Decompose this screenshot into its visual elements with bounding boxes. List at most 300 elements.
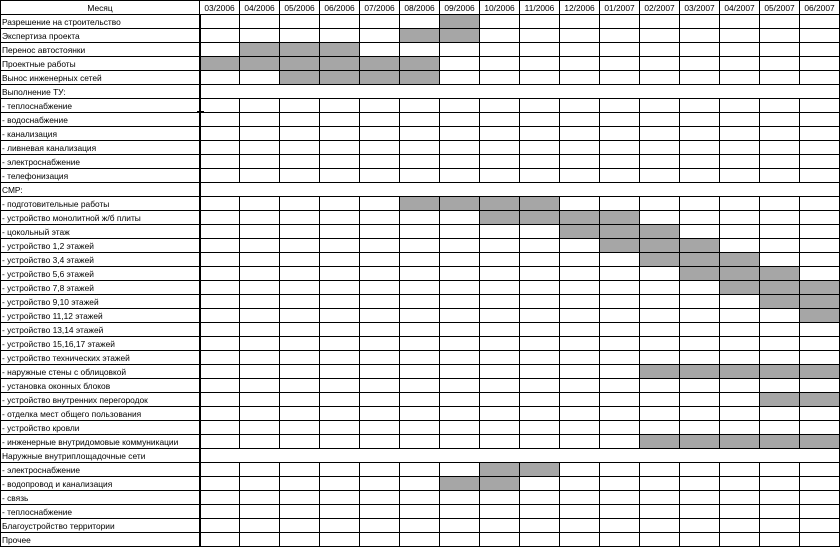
task-label[interactable]: - устройство 5,6 этажей bbox=[1, 267, 200, 281]
task-label[interactable]: Разрешение на строительство bbox=[1, 15, 200, 29]
schedule-cell-filled[interactable] bbox=[760, 281, 800, 295]
schedule-cell[interactable] bbox=[440, 407, 480, 421]
schedule-cell-filled[interactable] bbox=[520, 197, 560, 211]
schedule-cell[interactable] bbox=[400, 407, 440, 421]
schedule-cell[interactable] bbox=[680, 491, 720, 505]
schedule-cell[interactable] bbox=[280, 477, 320, 491]
schedule-cell[interactable] bbox=[200, 99, 240, 113]
schedule-cell[interactable] bbox=[560, 295, 600, 309]
task-label[interactable]: Экспертиза проекта bbox=[1, 29, 200, 43]
schedule-cell[interactable] bbox=[560, 435, 600, 449]
schedule-cell[interactable] bbox=[800, 225, 840, 239]
schedule-cell[interactable] bbox=[720, 197, 760, 211]
month-header-15[interactable]: 06/2007 bbox=[800, 1, 840, 15]
schedule-cell-filled[interactable] bbox=[360, 57, 400, 71]
schedule-cell-filled[interactable] bbox=[560, 225, 600, 239]
schedule-cell-filled[interactable] bbox=[440, 477, 480, 491]
schedule-cell[interactable] bbox=[800, 519, 840, 533]
schedule-cell[interactable] bbox=[600, 379, 640, 393]
schedule-cell-filled[interactable] bbox=[680, 267, 720, 281]
schedule-cell[interactable] bbox=[480, 29, 520, 43]
month-header-3[interactable]: 06/2006 bbox=[320, 1, 360, 15]
schedule-cell-filled[interactable] bbox=[640, 225, 680, 239]
schedule-cell[interactable] bbox=[440, 505, 480, 519]
schedule-cell[interactable] bbox=[240, 141, 280, 155]
schedule-cell-filled[interactable] bbox=[400, 29, 440, 43]
schedule-cell[interactable] bbox=[680, 421, 720, 435]
schedule-cell[interactable] bbox=[520, 141, 560, 155]
task-label[interactable]: - электроснабжение bbox=[1, 463, 200, 477]
schedule-cell[interactable] bbox=[680, 393, 720, 407]
schedule-cell[interactable] bbox=[600, 29, 640, 43]
schedule-cell[interactable] bbox=[680, 15, 720, 29]
schedule-cell[interactable] bbox=[480, 267, 520, 281]
schedule-cell[interactable] bbox=[560, 57, 600, 71]
schedule-cell[interactable] bbox=[480, 435, 520, 449]
schedule-cell[interactable] bbox=[720, 379, 760, 393]
schedule-cell[interactable] bbox=[400, 491, 440, 505]
schedule-cell[interactable] bbox=[640, 337, 680, 351]
schedule-cell[interactable] bbox=[640, 169, 680, 183]
schedule-cell[interactable] bbox=[520, 267, 560, 281]
schedule-cell[interactable] bbox=[440, 533, 480, 547]
schedule-cell[interactable] bbox=[440, 295, 480, 309]
schedule-cell[interactable] bbox=[760, 379, 800, 393]
schedule-cell[interactable] bbox=[280, 225, 320, 239]
schedule-cell-filled[interactable] bbox=[760, 393, 800, 407]
schedule-cell[interactable] bbox=[680, 407, 720, 421]
schedule-cell[interactable] bbox=[800, 127, 840, 141]
schedule-cell[interactable] bbox=[640, 57, 680, 71]
schedule-cell-filled[interactable] bbox=[720, 253, 760, 267]
schedule-cell[interactable] bbox=[240, 351, 280, 365]
schedule-cell[interactable] bbox=[240, 211, 280, 225]
task-label[interactable]: - водоснабжение bbox=[1, 113, 200, 127]
schedule-cell[interactable] bbox=[560, 379, 600, 393]
schedule-cell[interactable] bbox=[520, 169, 560, 183]
schedule-cell[interactable] bbox=[520, 71, 560, 85]
schedule-cell[interactable] bbox=[320, 435, 360, 449]
schedule-cell[interactable] bbox=[560, 239, 600, 253]
schedule-cell[interactable] bbox=[800, 43, 840, 57]
task-label[interactable]: - устройство 9,10 этажей bbox=[1, 295, 200, 309]
schedule-cell-filled[interactable] bbox=[800, 393, 840, 407]
schedule-cell[interactable] bbox=[560, 99, 600, 113]
schedule-cell[interactable] bbox=[360, 99, 400, 113]
schedule-cell[interactable] bbox=[440, 239, 480, 253]
schedule-cell[interactable] bbox=[520, 29, 560, 43]
schedule-cell[interactable] bbox=[600, 295, 640, 309]
schedule-cell-filled[interactable] bbox=[480, 197, 520, 211]
schedule-cell[interactable] bbox=[800, 351, 840, 365]
schedule-cell[interactable] bbox=[600, 43, 640, 57]
schedule-cell[interactable] bbox=[800, 211, 840, 225]
schedule-cell-filled[interactable] bbox=[480, 211, 520, 225]
schedule-cell-filled[interactable] bbox=[600, 225, 640, 239]
schedule-cell[interactable] bbox=[240, 281, 280, 295]
schedule-cell[interactable] bbox=[520, 351, 560, 365]
schedule-cell-filled[interactable] bbox=[640, 365, 680, 379]
schedule-cell[interactable] bbox=[240, 71, 280, 85]
schedule-cell-filled[interactable] bbox=[440, 29, 480, 43]
schedule-cell[interactable] bbox=[200, 309, 240, 323]
schedule-cell[interactable] bbox=[200, 225, 240, 239]
schedule-cell[interactable] bbox=[760, 113, 800, 127]
schedule-cell[interactable] bbox=[200, 323, 240, 337]
schedule-cell[interactable] bbox=[200, 71, 240, 85]
schedule-cell[interactable] bbox=[240, 309, 280, 323]
schedule-cell[interactable] bbox=[400, 239, 440, 253]
schedule-cell[interactable] bbox=[720, 155, 760, 169]
schedule-cell[interactable] bbox=[360, 519, 400, 533]
schedule-cell[interactable] bbox=[200, 407, 240, 421]
schedule-cell[interactable] bbox=[360, 239, 400, 253]
schedule-cell[interactable] bbox=[720, 29, 760, 43]
schedule-cell[interactable] bbox=[240, 267, 280, 281]
schedule-cell-filled[interactable] bbox=[800, 365, 840, 379]
schedule-cell[interactable] bbox=[640, 15, 680, 29]
schedule-cell[interactable] bbox=[720, 169, 760, 183]
schedule-cell[interactable] bbox=[280, 211, 320, 225]
schedule-cell[interactable] bbox=[720, 505, 760, 519]
schedule-cell[interactable] bbox=[520, 127, 560, 141]
schedule-cell[interactable] bbox=[520, 309, 560, 323]
schedule-cell[interactable] bbox=[640, 421, 680, 435]
schedule-cell-filled[interactable] bbox=[800, 295, 840, 309]
schedule-cell-filled[interactable] bbox=[760, 365, 800, 379]
schedule-cell[interactable] bbox=[240, 435, 280, 449]
schedule-cell[interactable] bbox=[360, 225, 400, 239]
schedule-cell[interactable] bbox=[480, 169, 520, 183]
schedule-cell[interactable] bbox=[760, 127, 800, 141]
schedule-cell[interactable] bbox=[400, 435, 440, 449]
schedule-cell[interactable] bbox=[640, 379, 680, 393]
schedule-cell[interactable] bbox=[240, 463, 280, 477]
schedule-cell[interactable] bbox=[240, 15, 280, 29]
schedule-cell[interactable] bbox=[240, 239, 280, 253]
schedule-cell[interactable] bbox=[440, 309, 480, 323]
schedule-cell[interactable] bbox=[400, 253, 440, 267]
schedule-cell[interactable] bbox=[200, 197, 240, 211]
schedule-cell[interactable] bbox=[760, 43, 800, 57]
schedule-cell[interactable] bbox=[360, 309, 400, 323]
schedule-cell[interactable] bbox=[680, 477, 720, 491]
schedule-cell[interactable] bbox=[200, 421, 240, 435]
schedule-cell[interactable] bbox=[680, 113, 720, 127]
schedule-cell[interactable] bbox=[200, 519, 240, 533]
schedule-cell[interactable] bbox=[760, 491, 800, 505]
schedule-cell[interactable] bbox=[240, 127, 280, 141]
schedule-cell[interactable] bbox=[640, 99, 680, 113]
schedule-cell[interactable] bbox=[360, 253, 400, 267]
schedule-cell[interactable] bbox=[640, 267, 680, 281]
task-label[interactable]: - устройство внутренних перегородок bbox=[1, 393, 200, 407]
schedule-cell[interactable] bbox=[720, 407, 760, 421]
schedule-cell[interactable] bbox=[440, 141, 480, 155]
schedule-cell[interactable] bbox=[560, 393, 600, 407]
schedule-cell[interactable] bbox=[440, 211, 480, 225]
schedule-cell[interactable] bbox=[320, 379, 360, 393]
schedule-cell[interactable] bbox=[760, 309, 800, 323]
schedule-cell[interactable] bbox=[240, 393, 280, 407]
schedule-cell[interactable] bbox=[560, 519, 600, 533]
task-label[interactable]: - устройство 13,14 этажей bbox=[1, 323, 200, 337]
schedule-cell[interactable] bbox=[800, 113, 840, 127]
schedule-cell[interactable] bbox=[280, 113, 320, 127]
schedule-cell[interactable] bbox=[640, 407, 680, 421]
schedule-cell[interactable] bbox=[760, 519, 800, 533]
schedule-cell[interactable] bbox=[400, 267, 440, 281]
schedule-cell[interactable] bbox=[240, 407, 280, 421]
schedule-cell[interactable] bbox=[560, 71, 600, 85]
schedule-cell[interactable] bbox=[360, 211, 400, 225]
schedule-cell[interactable] bbox=[760, 99, 800, 113]
schedule-cell[interactable] bbox=[560, 463, 600, 477]
schedule-cell[interactable] bbox=[520, 253, 560, 267]
schedule-cell[interactable] bbox=[680, 211, 720, 225]
task-label[interactable]: - теплоснабжение bbox=[1, 99, 200, 113]
schedule-cell[interactable] bbox=[320, 365, 360, 379]
schedule-cell[interactable] bbox=[200, 15, 240, 29]
schedule-cell[interactable] bbox=[720, 295, 760, 309]
schedule-cell[interactable] bbox=[760, 225, 800, 239]
task-label[interactable]: - устройство 3,4 этажей bbox=[1, 253, 200, 267]
schedule-cell[interactable] bbox=[640, 519, 680, 533]
schedule-cell[interactable] bbox=[560, 337, 600, 351]
schedule-cell[interactable] bbox=[360, 463, 400, 477]
schedule-cell[interactable] bbox=[640, 463, 680, 477]
schedule-cell[interactable] bbox=[760, 505, 800, 519]
schedule-cell[interactable] bbox=[800, 379, 840, 393]
schedule-cell[interactable] bbox=[640, 197, 680, 211]
schedule-cell[interactable] bbox=[400, 169, 440, 183]
section-label[interactable]: Наружные внутриплощадочные сети bbox=[1, 449, 200, 463]
schedule-cell[interactable] bbox=[320, 491, 360, 505]
schedule-cell[interactable] bbox=[240, 225, 280, 239]
schedule-cell[interactable] bbox=[760, 211, 800, 225]
schedule-cell[interactable] bbox=[680, 225, 720, 239]
schedule-cell-filled[interactable] bbox=[640, 435, 680, 449]
schedule-cell[interactable] bbox=[760, 253, 800, 267]
schedule-cell[interactable] bbox=[280, 407, 320, 421]
schedule-cell[interactable] bbox=[680, 533, 720, 547]
schedule-cell-filled[interactable] bbox=[400, 71, 440, 85]
schedule-cell[interactable] bbox=[600, 337, 640, 351]
schedule-cell[interactable] bbox=[520, 323, 560, 337]
task-label[interactable]: - отделка мест общего пользования bbox=[1, 407, 200, 421]
schedule-cell[interactable] bbox=[680, 379, 720, 393]
schedule-cell[interactable] bbox=[680, 99, 720, 113]
section-merged-cell[interactable] bbox=[200, 449, 840, 463]
task-label[interactable]: - устройство 7,8 этажей bbox=[1, 281, 200, 295]
schedule-cell[interactable] bbox=[760, 337, 800, 351]
schedule-cell[interactable] bbox=[760, 533, 800, 547]
schedule-cell[interactable] bbox=[360, 421, 400, 435]
schedule-cell[interactable] bbox=[480, 225, 520, 239]
section-merged-cell[interactable] bbox=[200, 183, 840, 197]
schedule-cell[interactable] bbox=[680, 29, 720, 43]
month-header-1[interactable]: 04/2006 bbox=[240, 1, 280, 15]
schedule-cell[interactable] bbox=[520, 477, 560, 491]
schedule-cell[interactable] bbox=[240, 505, 280, 519]
schedule-cell[interactable] bbox=[280, 393, 320, 407]
schedule-cell[interactable] bbox=[720, 477, 760, 491]
schedule-cell[interactable] bbox=[320, 253, 360, 267]
schedule-cell[interactable] bbox=[440, 491, 480, 505]
task-label[interactable]: Перенос автостоянки bbox=[1, 43, 200, 57]
schedule-cell[interactable] bbox=[680, 197, 720, 211]
schedule-cell[interactable] bbox=[800, 15, 840, 29]
schedule-cell[interactable] bbox=[680, 281, 720, 295]
schedule-cell[interactable] bbox=[600, 407, 640, 421]
schedule-cell[interactable] bbox=[480, 323, 520, 337]
schedule-cell[interactable] bbox=[640, 43, 680, 57]
schedule-cell[interactable] bbox=[400, 393, 440, 407]
schedule-cell[interactable] bbox=[520, 505, 560, 519]
schedule-cell[interactable] bbox=[240, 491, 280, 505]
schedule-cell[interactable] bbox=[760, 477, 800, 491]
month-header-2[interactable]: 05/2006 bbox=[280, 1, 320, 15]
schedule-cell[interactable] bbox=[400, 281, 440, 295]
schedule-cell-filled[interactable] bbox=[680, 253, 720, 267]
schedule-cell[interactable] bbox=[520, 365, 560, 379]
schedule-cell[interactable] bbox=[440, 71, 480, 85]
schedule-cell[interactable] bbox=[360, 141, 400, 155]
schedule-cell[interactable] bbox=[280, 309, 320, 323]
schedule-cell[interactable] bbox=[760, 351, 800, 365]
schedule-cell[interactable] bbox=[400, 477, 440, 491]
schedule-cell[interactable] bbox=[720, 211, 760, 225]
schedule-cell[interactable] bbox=[520, 155, 560, 169]
month-header-5[interactable]: 08/2006 bbox=[400, 1, 440, 15]
schedule-cell-filled[interactable] bbox=[400, 57, 440, 71]
schedule-cell[interactable] bbox=[800, 57, 840, 71]
schedule-cell[interactable] bbox=[560, 477, 600, 491]
schedule-cell-filled[interactable] bbox=[440, 197, 480, 211]
schedule-cell[interactable] bbox=[640, 113, 680, 127]
month-header-6[interactable]: 09/2006 bbox=[440, 1, 480, 15]
schedule-cell[interactable] bbox=[280, 281, 320, 295]
schedule-cell[interactable] bbox=[320, 239, 360, 253]
schedule-cell[interactable] bbox=[560, 491, 600, 505]
schedule-cell[interactable] bbox=[720, 393, 760, 407]
schedule-cell[interactable] bbox=[480, 43, 520, 57]
schedule-cell[interactable] bbox=[600, 113, 640, 127]
schedule-cell[interactable] bbox=[560, 141, 600, 155]
schedule-cell[interactable] bbox=[560, 407, 600, 421]
schedule-cell[interactable] bbox=[600, 393, 640, 407]
schedule-cell[interactable] bbox=[360, 197, 400, 211]
schedule-cell[interactable] bbox=[240, 477, 280, 491]
schedule-cell[interactable] bbox=[280, 463, 320, 477]
schedule-cell-filled[interactable] bbox=[640, 239, 680, 253]
schedule-cell[interactable] bbox=[760, 323, 800, 337]
schedule-cell[interactable] bbox=[640, 141, 680, 155]
schedule-cell[interactable] bbox=[360, 505, 400, 519]
schedule-cell[interactable] bbox=[480, 99, 520, 113]
schedule-cell[interactable] bbox=[720, 309, 760, 323]
schedule-cell[interactable] bbox=[320, 533, 360, 547]
schedule-cell[interactable] bbox=[320, 15, 360, 29]
schedule-cell[interactable] bbox=[560, 323, 600, 337]
month-header-10[interactable]: 01/2007 bbox=[600, 1, 640, 15]
task-label[interactable]: Благоустройство территории bbox=[1, 519, 200, 533]
schedule-cell[interactable] bbox=[440, 127, 480, 141]
schedule-cell[interactable] bbox=[640, 491, 680, 505]
schedule-cell[interactable] bbox=[240, 379, 280, 393]
schedule-cell[interactable] bbox=[800, 141, 840, 155]
schedule-cell[interactable] bbox=[520, 435, 560, 449]
task-label[interactable]: Проектные работы bbox=[1, 57, 200, 71]
schedule-cell[interactable] bbox=[720, 57, 760, 71]
schedule-cell[interactable] bbox=[720, 323, 760, 337]
schedule-cell[interactable] bbox=[480, 71, 520, 85]
schedule-cell[interactable] bbox=[200, 113, 240, 127]
schedule-cell-filled[interactable] bbox=[560, 211, 600, 225]
schedule-cell[interactable] bbox=[360, 533, 400, 547]
schedule-cell[interactable] bbox=[440, 267, 480, 281]
month-header-11[interactable]: 02/2007 bbox=[640, 1, 680, 15]
schedule-cell[interactable] bbox=[480, 295, 520, 309]
schedule-cell[interactable] bbox=[440, 113, 480, 127]
schedule-cell[interactable] bbox=[720, 533, 760, 547]
schedule-cell[interactable] bbox=[480, 113, 520, 127]
schedule-cell[interactable] bbox=[320, 99, 360, 113]
schedule-cell[interactable] bbox=[200, 505, 240, 519]
schedule-cell[interactable] bbox=[520, 239, 560, 253]
schedule-cell[interactable] bbox=[360, 435, 400, 449]
month-header-12[interactable]: 03/2007 bbox=[680, 1, 720, 15]
schedule-cell[interactable] bbox=[480, 309, 520, 323]
schedule-cell[interactable] bbox=[480, 155, 520, 169]
schedule-cell[interactable] bbox=[600, 127, 640, 141]
schedule-cell[interactable] bbox=[200, 379, 240, 393]
schedule-cell[interactable] bbox=[600, 365, 640, 379]
task-label[interactable]: - инженерные внутридомовые коммуникации bbox=[1, 435, 200, 449]
month-header-9[interactable]: 12/2006 bbox=[560, 1, 600, 15]
schedule-cell[interactable] bbox=[640, 533, 680, 547]
schedule-cell[interactable] bbox=[520, 393, 560, 407]
schedule-cell[interactable] bbox=[400, 141, 440, 155]
schedule-cell[interactable] bbox=[240, 113, 280, 127]
schedule-cell[interactable] bbox=[400, 225, 440, 239]
schedule-cell[interactable] bbox=[400, 351, 440, 365]
schedule-cell[interactable] bbox=[520, 281, 560, 295]
month-header-8[interactable]: 11/2006 bbox=[520, 1, 560, 15]
task-label[interactable]: - устройство технических этажей bbox=[1, 351, 200, 365]
task-label[interactable]: - связь bbox=[1, 491, 200, 505]
month-header-14[interactable]: 05/2007 bbox=[760, 1, 800, 15]
schedule-cell[interactable] bbox=[480, 351, 520, 365]
schedule-cell[interactable] bbox=[600, 435, 640, 449]
schedule-cell[interactable] bbox=[480, 407, 520, 421]
schedule-cell[interactable] bbox=[640, 155, 680, 169]
schedule-cell[interactable] bbox=[640, 71, 680, 85]
schedule-cell[interactable] bbox=[440, 253, 480, 267]
schedule-cell[interactable] bbox=[240, 365, 280, 379]
schedule-cell-filled[interactable] bbox=[720, 365, 760, 379]
schedule-cell-filled[interactable] bbox=[600, 211, 640, 225]
schedule-cell[interactable] bbox=[720, 71, 760, 85]
schedule-cell[interactable] bbox=[680, 323, 720, 337]
schedule-cell[interactable] bbox=[240, 421, 280, 435]
schedule-cell[interactable] bbox=[200, 393, 240, 407]
schedule-cell[interactable] bbox=[480, 127, 520, 141]
schedule-cell[interactable] bbox=[640, 127, 680, 141]
schedule-cell[interactable] bbox=[640, 281, 680, 295]
schedule-cell[interactable] bbox=[720, 491, 760, 505]
schedule-cell[interactable] bbox=[280, 197, 320, 211]
